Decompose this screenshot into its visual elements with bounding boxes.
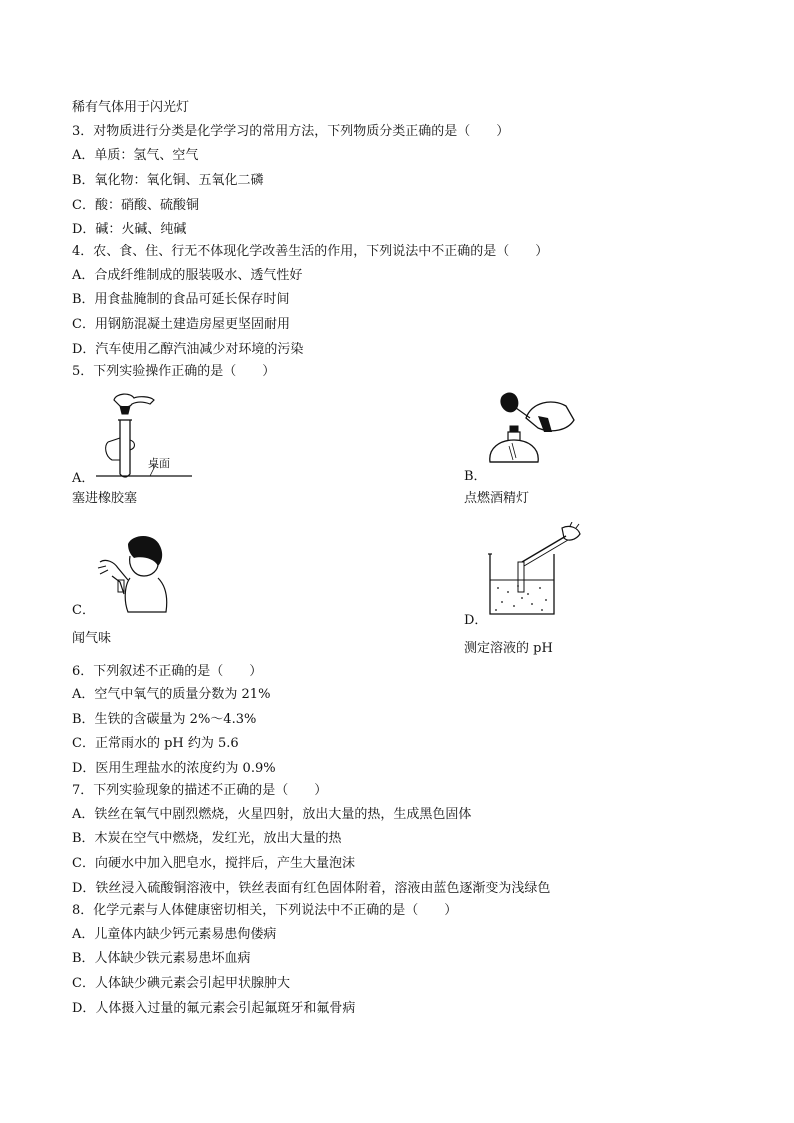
smelling-person-illustration [94,532,174,614]
figure-b-caption: 点燃酒精灯 [464,491,530,506]
option-6a: A．空气中氧气的质量分数为 21% [72,687,271,702]
option-3d: D．碱：火碱、纯碱 [72,222,187,237]
option-8c: C．人体缺少碘元素会引起甲状腺肿大 [72,976,290,991]
option-8a: A．儿童体内缺少钙元素易患佝偻病 [72,927,277,942]
question-3: 3．对物质进行分类是化学学习的常用方法，下列物质分类正确的是（ ） [72,124,510,139]
figure-d-caption: 测定溶液的 pH [464,641,553,656]
option-7c: C．向硬水中加入肥皂水，搅拌后，产生大量泡沫 [72,856,355,871]
option-4d: D．汽车使用乙醇汽油减少对环境的污染 [72,342,304,357]
question-8: 8．化学元素与人体健康密切相关，下列说法中不正确的是（ ） [72,903,458,918]
option-7d: D．铁丝浸入硫酸铜溶液中，铁丝表面有红色固体附着，溶液由蓝色逐渐变为浅绿色 [72,881,551,896]
option-7a: A．铁丝在氧气中剧烈燃烧，火星四射，放出大量的热，生成黑色固体 [72,807,472,822]
option-6d: D．医用生理盐水的浓度约为 0.9% [72,761,276,776]
figure-c-smell [94,532,174,614]
option-4b: B．用食盐腌制的食品可延长保存时间 [72,292,290,307]
option-4a: A．合成纤维制成的服装吸水、透气性好 [72,268,303,283]
figure-c-caption: 闻气味 [72,631,112,646]
figure-b-letter: B． [464,469,487,484]
stopper-test-tube-illustration [90,390,200,480]
figure-a-desk-label: 桌面 [148,457,170,470]
figure-d-ph [484,522,584,618]
text-line: 稀有气体用于闪光灯 [72,100,190,115]
ph-beaker-illustration [484,522,584,618]
figure-b-alcohol-lamp [482,388,592,480]
question-4: 4．农、食、住、行无不体现化学改善生活的作用，下列说法中不正确的是（ ） [72,244,549,259]
question-6: 6．下列叙述不正确的是（ ） [72,664,263,679]
option-7b: B．木炭在空气中燃烧，发红光，放出大量的热 [72,831,342,846]
figure-a-letter: A． [72,471,95,486]
figure-d-letter: D． [464,613,488,628]
option-6c: C．正常雨水的 pH 约为 5.6 [72,736,239,751]
option-6b: B．生铁的含碳量为 2%～4.3% [72,712,257,727]
option-8d: D．人体摄入过量的氟元素会引起氟斑牙和氟骨病 [72,1001,356,1016]
option-3a: A．单质：氢气、空气 [72,148,199,163]
option-8b: B．人体缺少铁元素易患坏血病 [72,951,251,966]
figure-a-caption: 塞进橡胶塞 [72,491,138,506]
option-3b: B．氧化物：氧化铜、五氧化二磷 [72,173,264,188]
figure-c-letter: C． [72,603,95,618]
option-3c: C．酸：硝酸、硫酸铜 [72,198,199,213]
option-4c: C．用钢筋混凝土建造房屋更坚固耐用 [72,317,290,332]
question-7: 7．下列实验现象的描述不正确的是（ ） [72,783,328,798]
question-5: 5．下列实验操作正确的是（ ） [72,364,276,379]
alcohol-lamp-illustration [482,388,592,480]
figure-a-stopper [90,390,200,480]
